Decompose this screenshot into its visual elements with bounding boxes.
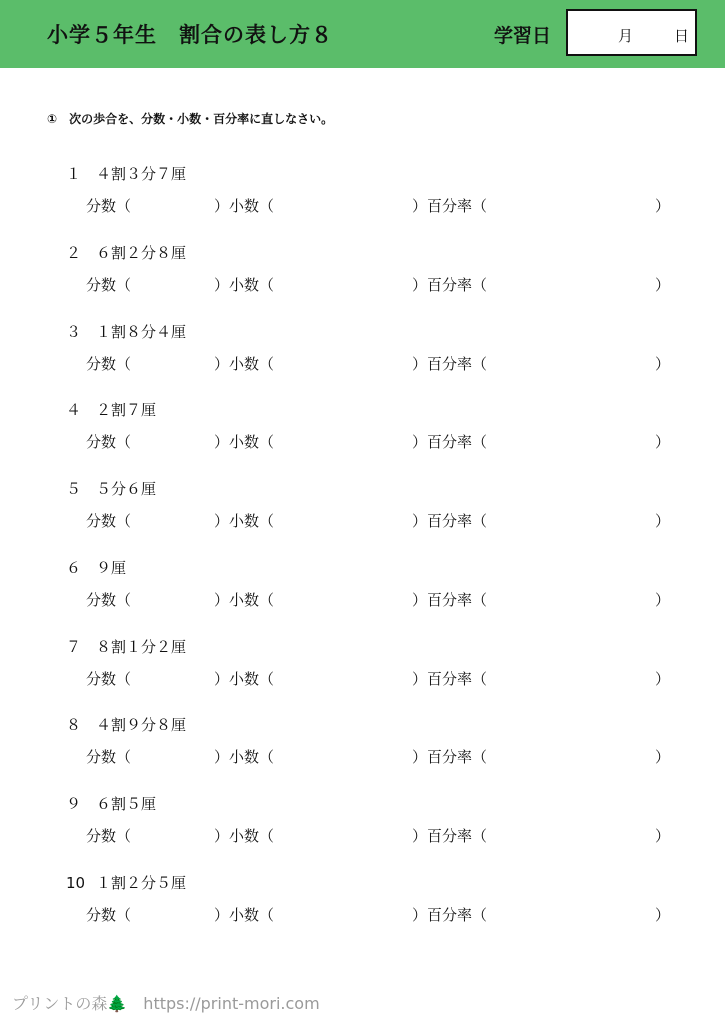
- decimal-answer-field[interactable]: ）小数（: [214, 433, 275, 451]
- percent-answer-field[interactable]: ）百分率（: [412, 827, 488, 845]
- problem-item: [0, 872, 725, 932]
- problem-statement: [66, 636, 186, 657]
- problem-number: ３: [66, 323, 82, 341]
- problem-number: ９: [66, 795, 82, 813]
- percent-answer-field[interactable]: ）百分率（: [412, 591, 488, 609]
- fraction-answer-field[interactable]: 分数（: [86, 670, 132, 688]
- problem-item: [0, 321, 725, 381]
- problem-item: [0, 478, 725, 538]
- fraction-answer-field[interactable]: 分数（: [86, 433, 132, 451]
- problem-item: [0, 793, 725, 853]
- problem-item: [0, 242, 725, 302]
- problem-text: ２割７厘: [96, 401, 157, 419]
- problem-statement: [66, 242, 186, 263]
- problem-text: １割２分５厘: [96, 874, 187, 892]
- fraction-answer-field[interactable]: 分数（: [86, 276, 132, 294]
- problem-item: [0, 636, 725, 696]
- percent-answer-field[interactable]: ）百分率（: [412, 355, 488, 373]
- closing-paren: ）: [655, 197, 671, 215]
- problem-item: [0, 557, 725, 617]
- closing-paren: ）: [655, 670, 671, 688]
- problem-number: １: [66, 165, 82, 183]
- instruction-number: ①: [47, 112, 58, 126]
- problem-text: ４割９分８厘: [96, 716, 187, 734]
- day-label: 日: [674, 27, 690, 45]
- decimal-answer-field[interactable]: ）小数（: [214, 591, 275, 609]
- closing-paren: ）: [655, 591, 671, 609]
- problem-statement: [66, 714, 186, 735]
- problem-text: ８割１分２厘: [96, 638, 187, 656]
- percent-answer-field[interactable]: ）百分率（: [412, 670, 488, 688]
- closing-paren: ）: [655, 355, 671, 373]
- fraction-answer-field[interactable]: 分数（: [86, 512, 132, 530]
- percent-answer-field[interactable]: ）百分率（: [412, 906, 488, 924]
- decimal-answer-field[interactable]: ）小数（: [214, 670, 275, 688]
- problem-item: [0, 163, 725, 223]
- problem-text: ９厘: [96, 559, 127, 577]
- decimal-answer-field[interactable]: ）小数（: [214, 197, 275, 215]
- problem-text: ５分６厘: [96, 480, 157, 498]
- closing-paren: ）: [655, 906, 671, 924]
- problem-statement: [66, 478, 156, 499]
- decimal-answer-field[interactable]: ）小数（: [214, 748, 275, 766]
- fraction-answer-field[interactable]: 分数（: [86, 197, 132, 215]
- problem-text: ６割５厘: [96, 795, 157, 813]
- problem-text: １割８分４厘: [96, 323, 187, 341]
- problem-statement: [66, 321, 186, 342]
- percent-answer-field[interactable]: ）百分率（: [412, 276, 488, 294]
- problem-statement: [66, 872, 186, 893]
- fraction-answer-field[interactable]: 分数（: [86, 906, 132, 924]
- problem-number: ５: [66, 480, 82, 498]
- problem-number: ７: [66, 638, 82, 656]
- brand-text: プリントの森: [12, 994, 108, 1013]
- fraction-answer-field[interactable]: 分数（: [86, 591, 132, 609]
- closing-paren: ）: [655, 276, 671, 294]
- percent-answer-field[interactable]: ）百分率（: [412, 433, 488, 451]
- percent-answer-field[interactable]: ）百分率（: [412, 748, 488, 766]
- percent-answer-field[interactable]: ）百分率（: [412, 197, 488, 215]
- problem-statement: [66, 793, 156, 814]
- decimal-answer-field[interactable]: ）小数（: [214, 276, 275, 294]
- site-url[interactable]: https://print-mori.com: [143, 994, 320, 1013]
- instruction-text: 次の歩合を、分数・小数・百分率に直しなさい。: [69, 112, 334, 126]
- percent-answer-field[interactable]: ）百分率（: [412, 512, 488, 530]
- page-title: 小学５年生 割合の表し方８: [47, 23, 333, 47]
- fraction-answer-field[interactable]: 分数（: [86, 748, 132, 766]
- tree-icon: 🌲: [107, 994, 128, 1013]
- problem-number: 10: [66, 874, 86, 892]
- closing-paren: ）: [655, 827, 671, 845]
- closing-paren: ）: [655, 433, 671, 451]
- fraction-answer-field[interactable]: 分数（: [86, 355, 132, 373]
- month-label: 月: [618, 27, 634, 45]
- problem-number: ８: [66, 716, 82, 734]
- decimal-answer-field[interactable]: ）小数（: [214, 906, 275, 924]
- problem-statement: [66, 163, 186, 184]
- problem-number: ４: [66, 401, 82, 419]
- problem-statement: [66, 399, 156, 420]
- decimal-answer-field[interactable]: ）小数（: [214, 827, 275, 845]
- problem-number: ６: [66, 559, 82, 577]
- closing-paren: ）: [655, 512, 671, 530]
- footer: [12, 991, 320, 1014]
- header-bar: [0, 0, 725, 68]
- instruction: [47, 110, 333, 127]
- problem-number: ２: [66, 244, 82, 262]
- decimal-answer-field[interactable]: ）小数（: [214, 512, 275, 530]
- problem-statement: [66, 557, 126, 578]
- date-field[interactable]: [566, 9, 697, 56]
- date-label: 学習日: [494, 25, 552, 47]
- problem-text: ６割２分８厘: [96, 244, 187, 262]
- decimal-answer-field[interactable]: ）小数（: [214, 355, 275, 373]
- problem-item: [0, 399, 725, 459]
- closing-paren: ）: [655, 748, 671, 766]
- problem-text: ４割３分７厘: [96, 165, 187, 183]
- brand-name: [12, 994, 127, 1013]
- fraction-answer-field[interactable]: 分数（: [86, 827, 132, 845]
- problem-item: [0, 714, 725, 774]
